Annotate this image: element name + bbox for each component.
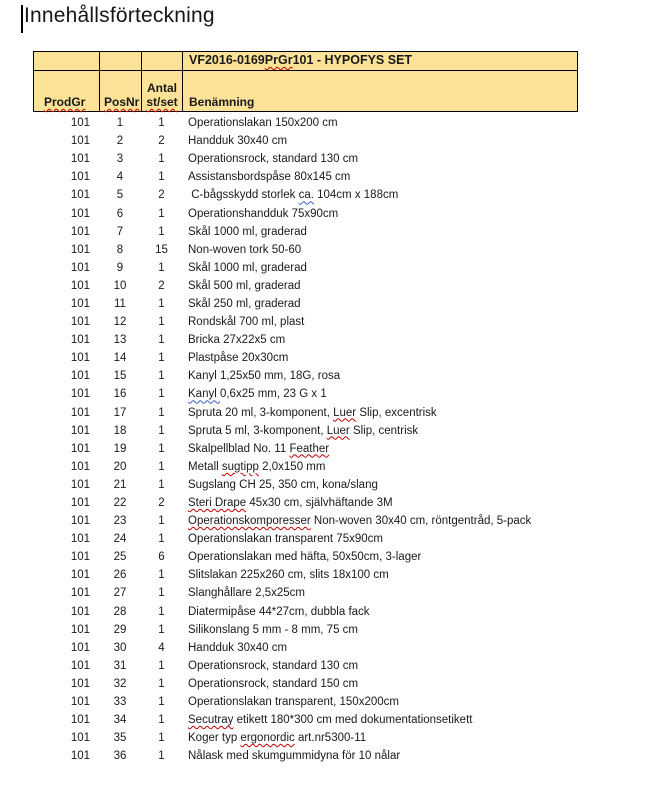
cell-benamning xyxy=(182,551,578,563)
table-row xyxy=(33,150,578,168)
cell-benamning xyxy=(182,388,578,400)
table-row xyxy=(33,132,578,150)
cell-antal: 1 xyxy=(158,297,165,310)
table-row xyxy=(33,639,578,657)
cell-posnr: 34 xyxy=(113,714,127,727)
cell-antal: 1 xyxy=(158,587,165,600)
text-segment: 45x30 cm, självhäftande 3M xyxy=(246,497,393,510)
cell-posnr: 13 xyxy=(113,334,127,347)
column-header-benamning xyxy=(183,71,577,111)
cell-benamning xyxy=(182,171,578,183)
misspelled-word: Steri Drape xyxy=(188,497,247,510)
cell-benamning xyxy=(182,425,578,437)
cell-prodgr: 101 xyxy=(70,334,90,347)
cell-benamning xyxy=(182,678,578,690)
table-row xyxy=(33,331,578,349)
cell-posnr: 20 xyxy=(113,460,127,473)
cell-prodgr: 101 xyxy=(70,587,90,600)
text-segment: Operationsrock, standard 130 cm xyxy=(188,659,359,672)
cell-antal: 1 xyxy=(158,750,165,763)
cell-prodgr: 101 xyxy=(70,460,90,473)
cell-prodgr: 101 xyxy=(70,641,90,654)
text-segment: Bricka 27x22x5 cm xyxy=(188,334,286,347)
table-row xyxy=(33,204,578,222)
table-row xyxy=(33,584,578,602)
cell-prodgr: 101 xyxy=(70,370,90,383)
text-segment: Assistansbordspåse 80x145 cm xyxy=(188,171,351,184)
cell-antal: 1 xyxy=(158,261,165,274)
cell-benamning xyxy=(182,407,578,419)
misspelled-word: ProdGr xyxy=(44,95,86,109)
cell-prodgr: 101 xyxy=(70,406,90,419)
cell-benamning xyxy=(182,298,578,310)
text-segment: Non-woven 30x40 cm, röntgentråd, 5-pack xyxy=(310,515,532,528)
table-row xyxy=(33,440,578,458)
cell-antal: 1 xyxy=(158,533,165,546)
cell-prodgr: 101 xyxy=(70,696,90,709)
cell-prodgr: 101 xyxy=(70,388,90,401)
cell-posnr: 23 xyxy=(113,515,127,528)
table-row xyxy=(33,186,578,204)
cell-antal: 1 xyxy=(158,677,165,690)
cell-benamning xyxy=(182,569,578,581)
cell-antal: 1 xyxy=(158,478,165,491)
cell-antal: 1 xyxy=(158,171,165,184)
table-row xyxy=(33,277,578,295)
text-segment: art.nr5300-11 xyxy=(294,732,367,745)
cell-benamning xyxy=(182,497,578,509)
text-segment: Skål 1000 ml, graderad xyxy=(188,261,307,274)
cell-prodgr: 101 xyxy=(70,316,90,329)
column-header-antal-line2 xyxy=(146,95,177,109)
table-row xyxy=(33,476,578,494)
misspelled-word: Luer xyxy=(326,424,350,437)
text-segment: Slanghållare 2,5x25cm xyxy=(188,587,305,600)
cell-antal: 6 xyxy=(158,551,165,564)
cell-benamning xyxy=(182,660,578,672)
text-segment: Operationsrock, standard 130 cm xyxy=(188,153,359,166)
table-row xyxy=(33,657,578,675)
text-segment: Spruta 20 ml, 3-komponent, xyxy=(188,406,334,419)
text-segment: Antal xyxy=(147,81,177,95)
cell-prodgr: 101 xyxy=(70,677,90,690)
cell-prodgr: 101 xyxy=(70,659,90,672)
misspelled-word: Luer xyxy=(333,406,357,419)
cell-posnr: 27 xyxy=(113,587,127,600)
text-segment: Nålask med skumgummidyna för 10 nålar xyxy=(188,750,401,763)
cell-posnr: 24 xyxy=(113,533,127,546)
cell-benamning xyxy=(182,262,578,274)
text-segment: Slip, excentrisk xyxy=(356,406,437,419)
cell-benamning xyxy=(182,135,578,147)
cell-posnr: 11 xyxy=(114,297,126,310)
table-row xyxy=(33,458,578,476)
cell-posnr: 30 xyxy=(113,641,127,654)
cell-prodgr: 101 xyxy=(70,261,90,274)
cell-benamning xyxy=(182,461,578,473)
table-row xyxy=(33,367,578,385)
cell-antal: 1 xyxy=(158,605,165,618)
table-row xyxy=(33,168,578,186)
text-segment: Slip, centrisk xyxy=(349,424,419,437)
text-segment: 0,6x25 mm, 23 G x 1 xyxy=(219,388,327,401)
text-segment: Metall xyxy=(188,460,222,473)
cell-antal: 1 xyxy=(158,442,165,455)
cell-posnr: 15 xyxy=(113,370,127,383)
cell-benamning xyxy=(182,587,578,599)
cell-antal: 1 xyxy=(158,659,165,672)
misspelled-word: ca. xyxy=(298,189,314,202)
cell-antal: 1 xyxy=(158,460,165,473)
cell-benamning xyxy=(182,696,578,708)
cell-antal: 1 xyxy=(158,117,165,130)
text-segment: Non-woven tork 50-60 xyxy=(188,243,302,256)
cell-posnr: 26 xyxy=(113,569,127,582)
table-row xyxy=(33,603,578,621)
set-title xyxy=(183,52,577,70)
cell-antal: 1 xyxy=(158,388,165,401)
cell-prodgr: 101 xyxy=(70,424,90,437)
cell-posnr: 16 xyxy=(113,388,127,401)
text-segment: Sugslang CH 25, 350 cm, kona/slang xyxy=(188,478,378,491)
cell-antal: 2 xyxy=(158,279,165,292)
cell-benamning xyxy=(182,443,578,455)
cell-antal: 1 xyxy=(158,352,165,365)
table-body xyxy=(33,112,578,765)
cell-posnr: 6 xyxy=(116,207,124,220)
cell-prodgr: 101 xyxy=(70,750,90,763)
text-segment: Plastpåse 20x30cm xyxy=(188,352,289,365)
cell-prodgr: 101 xyxy=(70,533,90,546)
cell-benamning xyxy=(182,714,578,726)
text-segment: Spruta 5 ml, 3-komponent, xyxy=(188,424,327,437)
text-segment: 104cm x 188cm xyxy=(313,189,399,202)
table-title-row xyxy=(34,52,577,71)
cell-antal: 1 xyxy=(158,406,165,419)
cell-posnr: 1 xyxy=(116,117,124,130)
cell-prodgr: 101 xyxy=(70,714,90,727)
cell-posnr: 17 xyxy=(113,406,127,419)
cell-benamning xyxy=(182,153,578,165)
cell-prodgr: 101 xyxy=(70,551,90,564)
cell-antal: 1 xyxy=(158,207,165,220)
text-segment: 101 - HYPOFYS SET xyxy=(292,53,413,67)
cell-posnr: 2 xyxy=(116,135,124,148)
table-row xyxy=(33,693,578,711)
misspelled-word: Feather xyxy=(289,442,330,455)
cell-prodgr: 101 xyxy=(70,623,90,636)
text-segment: Handduk 30x40 cm xyxy=(188,641,288,654)
cell-antal: 1 xyxy=(158,370,165,383)
text-segment: Koger typ xyxy=(188,732,241,745)
table-row xyxy=(33,494,578,512)
cell-posnr: 9 xyxy=(116,261,124,274)
cell-antal: 2 xyxy=(158,135,165,148)
table-row xyxy=(33,530,578,548)
cell-posnr: 29 xyxy=(113,623,127,636)
table-row xyxy=(33,621,578,639)
table-row xyxy=(33,313,578,331)
cell-benamning xyxy=(182,316,578,328)
cell-prodgr: 101 xyxy=(70,497,90,510)
cell-antal: 1 xyxy=(158,316,165,329)
column-header-antal xyxy=(142,71,183,111)
cell-posnr: 32 xyxy=(113,677,127,690)
cell-posnr: 18 xyxy=(113,424,127,437)
cell-posnr: 8 xyxy=(116,243,124,256)
table-row xyxy=(33,404,578,422)
cell-prodgr: 101 xyxy=(70,207,90,220)
cell-prodgr: 101 xyxy=(70,117,90,130)
cell-benamning xyxy=(182,624,578,636)
misspelled-word: st/set xyxy=(146,95,178,109)
cell-posnr: 28 xyxy=(113,605,127,618)
cell-prodgr: 101 xyxy=(70,515,90,528)
cell-antal: 1 xyxy=(158,515,165,528)
cell-antal: 2 xyxy=(158,497,165,510)
table-row xyxy=(33,548,578,566)
cell-posnr: 3 xyxy=(116,153,124,166)
text-segment: etikett 180*300 cm med dokumentationsetikett xyxy=(233,714,473,727)
cell-prodgr: 101 xyxy=(70,478,90,491)
cell-posnr: 35 xyxy=(113,732,127,745)
cell-posnr: 14 xyxy=(113,352,127,365)
text-segment: Skål 250 ml, graderad xyxy=(188,297,301,310)
cell-prodgr: 101 xyxy=(70,442,90,455)
cell-prodgr: 101 xyxy=(70,732,90,745)
text-segment: Operationsrock, standard 150 cm xyxy=(188,677,359,690)
cell-posnr: 5 xyxy=(116,189,124,202)
cell-posnr: 21 xyxy=(113,478,127,491)
cell-benamning xyxy=(182,732,578,744)
empty-header-cell xyxy=(34,52,100,70)
cell-benamning xyxy=(182,208,578,220)
cell-benamning xyxy=(182,533,578,545)
cell-benamning xyxy=(182,606,578,618)
text-segment: Operationshandduk 75x90cm xyxy=(188,207,339,220)
text-segment: Handduk 30x40 cm xyxy=(188,135,288,148)
text-segment: Operationslakan transparent 75x90cm xyxy=(188,533,383,546)
cell-posnr: 19 xyxy=(113,442,127,455)
page-title: Innehållsförteckning xyxy=(24,4,215,27)
table-row xyxy=(33,385,578,403)
cell-posnr: 33 xyxy=(113,696,127,709)
cell-prodgr: 101 xyxy=(70,171,90,184)
table-row xyxy=(33,295,578,313)
cell-benamning xyxy=(182,226,578,238)
text-segment: 2,0x150 mm xyxy=(258,460,326,473)
text-cursor xyxy=(21,5,23,33)
text-segment: Skål 500 ml, graderad xyxy=(188,279,301,292)
empty-header-cell xyxy=(142,52,183,70)
cell-prodgr: 101 xyxy=(70,352,90,365)
cell-antal: 1 xyxy=(158,334,165,347)
cell-prodgr: 101 xyxy=(70,605,90,618)
table-row xyxy=(33,747,578,765)
cell-posnr: 22 xyxy=(113,497,127,510)
text-segment: Skål 1000 ml, graderad xyxy=(188,225,307,238)
table-row xyxy=(33,729,578,747)
cell-benamning xyxy=(182,244,578,256)
text-segment: Rondskål 700 ml, plast xyxy=(188,316,305,329)
cell-posnr: 36 xyxy=(113,750,127,763)
cell-posnr: 10 xyxy=(113,279,127,292)
cell-posnr: 31 xyxy=(113,659,127,672)
cell-antal: 4 xyxy=(158,641,165,654)
cell-benamning xyxy=(182,334,578,346)
column-header-antal-line1 xyxy=(147,81,177,95)
cell-antal: 1 xyxy=(158,225,165,238)
misspelled-word: Secutray xyxy=(188,714,234,727)
contents-table xyxy=(33,51,578,765)
cell-prodgr: 101 xyxy=(70,279,90,292)
text-segment: Kanyl 1,25x50 mm, 18G, rosa xyxy=(188,370,341,383)
misspelled-word: PrGr xyxy=(264,53,293,67)
empty-header-cell xyxy=(100,52,142,70)
text-segment: Benämning xyxy=(189,95,255,109)
cell-prodgr: 101 xyxy=(70,243,90,256)
cell-prodgr: 101 xyxy=(70,189,90,202)
table-row xyxy=(33,566,578,584)
cell-benamning xyxy=(182,515,578,527)
table-row xyxy=(33,349,578,367)
column-header-prodgr xyxy=(34,71,100,111)
text-segment: Silikonslang 5 mm - 8 mm, 75 cm xyxy=(188,623,358,636)
cell-antal: 1 xyxy=(158,714,165,727)
text-segment: Diatermipåse 44*27cm, dubbla fack xyxy=(188,605,370,618)
misspelled-word: sugtipp xyxy=(221,460,259,473)
cell-benamning xyxy=(182,189,578,201)
cell-benamning xyxy=(182,642,578,654)
table-row xyxy=(33,241,578,259)
table-row xyxy=(33,114,578,132)
table-row xyxy=(33,223,578,241)
cell-prodgr: 101 xyxy=(70,297,90,310)
cell-benamning xyxy=(182,352,578,364)
table-row xyxy=(33,512,578,530)
cell-antal: 1 xyxy=(158,623,165,636)
cell-benamning xyxy=(182,479,578,491)
table-column-header-row xyxy=(34,71,577,111)
misspelled-word: Operationskomporesser xyxy=(188,515,311,528)
cell-prodgr: 101 xyxy=(70,135,90,148)
cell-prodgr: 101 xyxy=(70,153,90,166)
text-segment: Skalpellblad No. 11 xyxy=(188,442,290,455)
cell-prodgr: 101 xyxy=(70,569,90,582)
cell-antal: 2 xyxy=(158,189,165,202)
misspelled-word: PosNr xyxy=(104,95,140,109)
misspelled-word: ergonordic xyxy=(240,732,295,745)
cell-benamning xyxy=(182,280,578,292)
cell-antal: 1 xyxy=(158,424,165,437)
cell-antal: 15 xyxy=(155,243,168,256)
text-segment: Slitslakan 225x260 cm, slits 18x100 cm xyxy=(188,569,389,582)
text-segment: Operationslakan 150x200 cm xyxy=(188,117,338,130)
cell-prodgr: 101 xyxy=(70,225,90,238)
table-row xyxy=(33,675,578,693)
text-segment: C-bågsskydd storlek xyxy=(188,189,299,202)
table-row xyxy=(33,422,578,440)
cell-antal: 1 xyxy=(158,732,165,745)
cell-posnr: 25 xyxy=(113,551,127,564)
cell-antal: 1 xyxy=(158,569,165,582)
cell-benamning xyxy=(182,117,578,129)
cell-posnr: 4 xyxy=(116,171,124,184)
table-header xyxy=(33,51,578,112)
misspelled-word: Kanyl xyxy=(188,388,220,401)
table-row xyxy=(33,711,578,729)
cell-antal: 1 xyxy=(158,153,165,166)
text-segment: Operationslakan transparent, 150x200cm xyxy=(188,696,399,709)
table-row xyxy=(33,259,578,277)
text-segment: VF2016-0169 xyxy=(189,53,265,67)
cell-benamning xyxy=(182,750,578,762)
column-header-posnr xyxy=(100,71,142,111)
cell-posnr: 12 xyxy=(113,316,127,329)
cell-antal: 1 xyxy=(158,696,165,709)
text-segment: Operationslakan med häfta, 50x50cm, 3-lager xyxy=(188,551,422,564)
cell-posnr: 7 xyxy=(116,225,124,238)
cell-benamning xyxy=(182,370,578,382)
